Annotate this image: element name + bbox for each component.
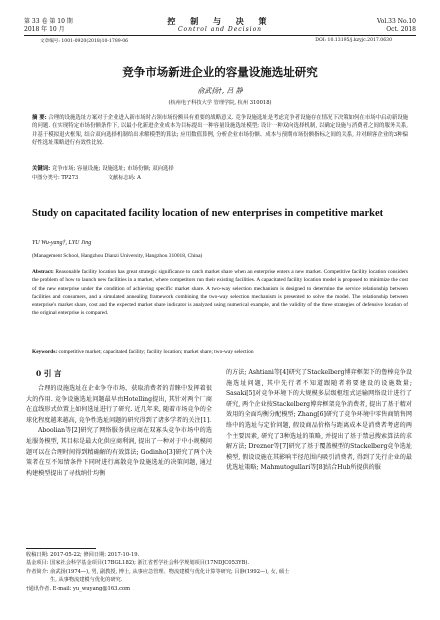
footnote-funding: 基金项目: 国家社会科学基金项目(17BGL182); 浙江省哲学社会科学规划项目(17NDJC053YB). — [26, 560, 250, 567]
volume-cn: 第 33 卷 第 10 期 — [24, 18, 73, 25]
article-meta — [40, 38, 400, 44]
keywords-en — [32, 348, 408, 356]
abstract-cn-text: 合理的设施选址方案对于企业进入新市场时占领市场份额具有重要的战略意义. 竞争设施选址是考虑竞争者设施存在情况下决策如何在市场中启动新设施的问题. 在实现特定市场份额条件下, 以最小化新进企业成本为目标提出一种容量设施选址模型; 设计一种双向选择机制, 以确定设施与消费者之间的服务关系, 并基于模拟退火框架, 结合双向选择机制给出求解模型的算法; 应用数值算例, 分析企业市场份额、成本与预期市场份额指标之间的关系, 并对顾客企业的3种偏好性选址策略进行有效性比较. — [32, 115, 408, 147]
journal-name-cn: 控 制 与 决 策 — [167, 16, 273, 26]
article-number: 文章编号: 1001-0920(2018)10-1789-06 — [40, 39, 129, 44]
body-column-right — [226, 368, 412, 474]
body-column-left — [26, 368, 212, 479]
paragraph: 合理的设施选址在企业争夺市场、获取消费者的青睐中发挥着很大的作用. 竞争设施选址问题最早由Hotelling提出, 其针对两个厂商在直线形式位置上如何选址进行了研究. 近几年来, 随着市场竞争的全球化程度越来越高, 竞争性选址问题的研究得到了诸多学者的关注[1]. — [26, 385, 212, 424]
affiliation-cn: (杭州电子科技大学 管理学院, 杭州 310018) — [168, 100, 272, 106]
footnote-rule — [26, 548, 96, 549]
abstract-en — [32, 268, 408, 318]
keywords-cn-label: 关键词: — [32, 166, 51, 172]
doi: DOI: 10.13195/j.kzyjc.2017.0630 — [315, 38, 392, 43]
abstract-cn — [32, 114, 408, 148]
paragraph: Aboolian等[2]研究了网络服务供应商在双寡头竞争市场中的选址服务模型, 其目标是最大化供应商利润, 提出了一种对于中小规模问题可以在合理时间得到精确解的有效算法; Godinho[3]研究了两个决策者在互不知情条件下同时进行离散竞争设施选址的决策问题, 通过构建模型提出了寻找纳什均衡 — [26, 427, 212, 477]
document-code: 文献标志码: A — [107, 175, 141, 181]
volume-en: Vol.33 No.10 — [376, 18, 416, 25]
abstract-cn-label: 摘 要: — [32, 115, 47, 121]
abstract-en-text: Reasonable facility location has great strategic significance to catch market share when an enterprise enters a new market. Competitive facility location considers the problem of how to launch new facilities in a market, where competitors run their existing facilities. A capacitated facility location model is proposed to minimize the cost of the new enterprise under the condition of achieving specific market share. A two-way selection mechanism is designed to determine the service relationship between facilities and consumers, and a simulated annealing framework combining the two-way selection mechanism is presented to solve the model. The relationship between enterprise's market share, cost and the expected market share indicator is analyzed using numerical example, and the validity of the three strategies of defensive location of the original enterprise is compared. — [32, 269, 408, 317]
classification-cn — [32, 174, 408, 182]
footnotes — [26, 551, 416, 593]
date-en: Oct. 2018 — [386, 26, 416, 33]
running-header-bottom — [24, 26, 416, 34]
title-en: Study on capacitated facility location of new enterprises in competitive market — [32, 208, 384, 219]
keywords-cn — [32, 165, 408, 173]
date-cn: 2018 年 10 月 — [24, 26, 65, 33]
journal-name-en: Control and Decision — [177, 26, 263, 33]
footnote-corresponding: †通讯作者. E-mail: yu_wuyang@163.com — [26, 585, 131, 592]
running-header-top — [24, 18, 416, 26]
title-cn: 竞争市场新进企业的容量设施选址研究 — [122, 65, 318, 79]
affiliation-en: (Management School, Hangzhou Dianzi University, Hangzhou 310018, China) — [32, 253, 203, 259]
keywords-cn-text: 竞争市场; 容量设施; 设施选址; 市场份额; 双向选择 — [51, 166, 174, 172]
section-heading: 0 引 言 — [36, 369, 62, 378]
clc-number: 中图分类号: TP273 — [32, 175, 79, 181]
paragraph: 的方法; Ashtiani等[4]研究了Stackelberg博弈框架下的鲁棒竞争设施选址问题, 其中先行者不知道跟随者将要建设的设施数量; Sasaki[5]对竞争环境下的大规模多层级枢纽式运输网络设计进行了研究, 两个企业按Stackelberg博弈框架竞争消费者, 提出了基于精对效用的全面均衡分配模型; Zhang[6]研究了竞争环境中零售商销售网络中的选址与定价问题, 假设商品价格与距离成本是消费者考虑的两个主要因素, 研究了3种选址的策略, 并提出了基于禁忌搜索算法的求解方法; Drezner等[7]研究了基于覆盖模型的Stackelberg竞争选址模型, 假设设施在其影响半径范围内吸引消费者, 得到了先行企业的最优选址策略; Mahmutogullari等[8]结合Hub所提供的服 — [226, 369, 412, 472]
authors-cn: 俞武扬†, 吕 静 — [197, 87, 243, 95]
abstract-en-label: Abstract: — [32, 269, 54, 275]
footnote-bio-cont: 生, 从事物流建模与优化的研究. — [50, 577, 123, 584]
footnote-bio: 作者简介: 俞武扬(1974—), 男, 副教授, 博士, 从事应急管理、物流建模与优化计算等研究; 吕静(1992—), 女, 硕士 — [26, 568, 290, 575]
authors-en: YU Wu-yang†, LYU Jing — [32, 240, 92, 246]
keywords-en-text: competitive market; capacitated facility; facility location; market share; two-way selection — [58, 349, 254, 355]
footnote-received: 收稿日期: 2017-05-22; 修回日期: 2017-10-19. — [26, 552, 140, 558]
header-rule — [24, 35, 416, 36]
keywords-en-label: Keywords: — [32, 349, 58, 355]
